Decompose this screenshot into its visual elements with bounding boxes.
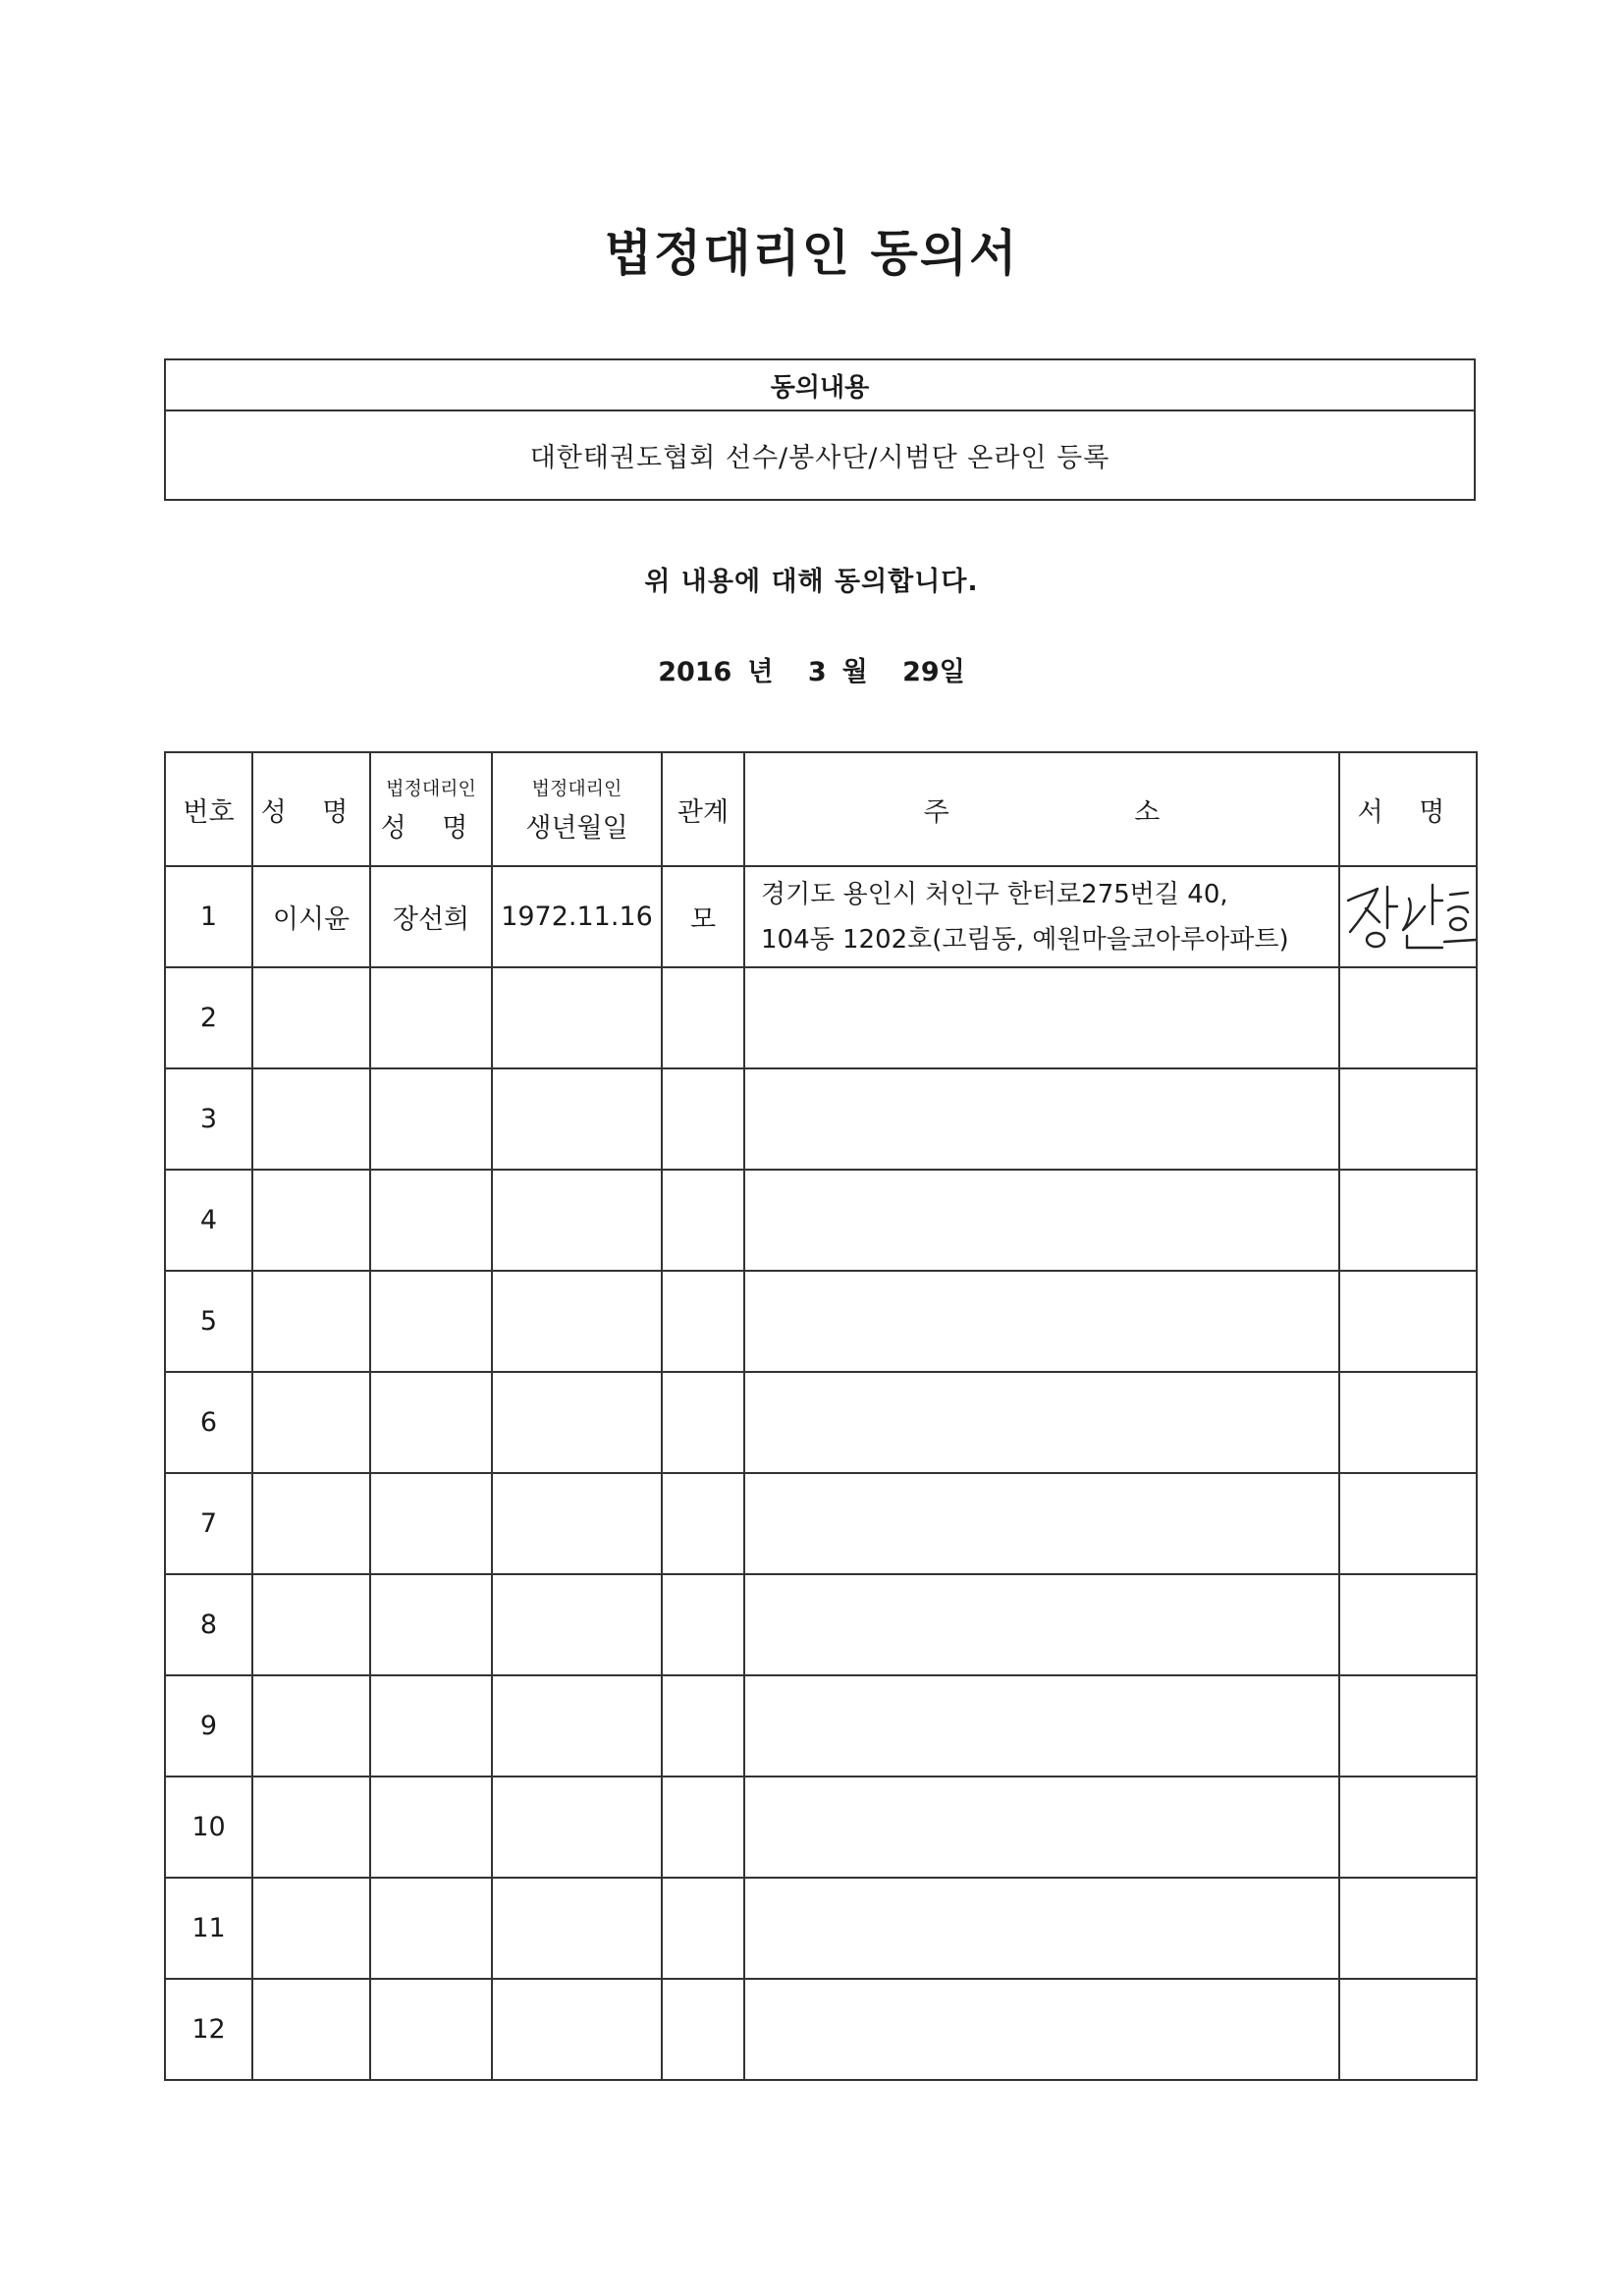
empty-cell — [492, 967, 662, 1068]
row-number: 4 — [165, 1170, 252, 1271]
empty-cell — [744, 1979, 1339, 2080]
row-number: 7 — [165, 1473, 252, 1574]
empty-cell — [662, 1271, 744, 1372]
consent-header: 동의내용 — [166, 360, 1474, 411]
date-day: 29일 — [902, 657, 965, 687]
empty-cell — [1339, 1271, 1477, 1372]
header-guardian-birth — [492, 752, 662, 866]
table-row — [165, 1068, 1477, 1170]
guardian-table — [164, 751, 1478, 2081]
row-number: 12 — [165, 1979, 252, 2080]
row-signature — [1339, 866, 1477, 967]
row-name: 이시윤 — [252, 866, 370, 967]
agree-statement: 위 내용에 대해 동의합니다. — [644, 567, 979, 597]
header-relation: 관계 — [662, 752, 744, 866]
header-guardian-name-bottom: 성 명 — [380, 813, 482, 844]
empty-cell — [252, 1574, 370, 1675]
empty-cell — [370, 1271, 492, 1372]
empty-cell — [252, 1271, 370, 1372]
empty-cell — [1339, 1878, 1477, 1979]
empty-cell — [662, 1574, 744, 1675]
empty-cell — [370, 1777, 492, 1878]
empty-cell — [662, 1675, 744, 1777]
empty-cell — [662, 967, 744, 1068]
row-address-line2: 104동 1202호(고림동, 예원마을코아루아파트) — [761, 924, 1289, 955]
table-row — [165, 1675, 1477, 1777]
empty-cell — [252, 1372, 370, 1473]
empty-cell — [1339, 967, 1477, 1068]
row-guardian-birth: 1972.11.16 — [492, 866, 662, 967]
row-number: 2 — [165, 967, 252, 1068]
empty-cell — [744, 1068, 1339, 1170]
empty-cell — [744, 1777, 1339, 1878]
empty-cell — [1339, 1574, 1477, 1675]
empty-cell — [492, 1979, 662, 2080]
empty-cell — [1339, 1068, 1477, 1170]
empty-cell — [662, 1372, 744, 1473]
empty-cell — [370, 1170, 492, 1271]
empty-cell — [662, 1878, 744, 1979]
empty-cell — [370, 1979, 492, 2080]
empty-cell — [492, 1473, 662, 1574]
row-number: 5 — [165, 1271, 252, 1372]
empty-cell — [492, 1878, 662, 1979]
row-number: 1 — [165, 866, 252, 967]
empty-cell — [744, 1574, 1339, 1675]
empty-cell — [252, 1878, 370, 1979]
empty-cell — [662, 1777, 744, 1878]
date-line — [0, 650, 1623, 688]
header-guardian-birth-top: 법정대리인 — [531, 778, 622, 799]
empty-cell — [662, 1979, 744, 2080]
table-row — [165, 1574, 1477, 1675]
header-guardian-name — [370, 752, 492, 866]
empty-cell — [1339, 1675, 1477, 1777]
empty-cell — [662, 1473, 744, 1574]
empty-cell — [252, 967, 370, 1068]
table-header-row — [165, 752, 1477, 866]
empty-cell — [1339, 1170, 1477, 1271]
empty-cell — [744, 967, 1339, 1068]
row-number: 10 — [165, 1777, 252, 1878]
row-number: 3 — [165, 1068, 252, 1170]
empty-cell — [744, 1271, 1339, 1372]
header-guardian-name-top: 법정대리인 — [386, 778, 476, 799]
date-month: 3 — [807, 657, 827, 687]
empty-cell — [1339, 1777, 1477, 1878]
empty-cell — [1339, 1372, 1477, 1473]
empty-cell — [492, 1372, 662, 1473]
table-row — [165, 1979, 1477, 2080]
empty-cell — [370, 1574, 492, 1675]
empty-cell — [252, 1777, 370, 1878]
row-relation: 모 — [662, 866, 744, 967]
table-row — [165, 967, 1477, 1068]
empty-cell — [744, 1675, 1339, 1777]
header-signature: 서 명 — [1339, 752, 1477, 866]
empty-cell — [492, 1068, 662, 1170]
empty-cell — [492, 1675, 662, 1777]
header-number: 번호 — [165, 752, 252, 866]
empty-cell — [252, 1068, 370, 1170]
row-number: 6 — [165, 1372, 252, 1473]
empty-cell — [252, 1675, 370, 1777]
date-year-unit: 년 — [747, 657, 774, 687]
empty-cell — [744, 1878, 1339, 1979]
date-year: 2016 — [658, 657, 732, 687]
empty-cell — [370, 1372, 492, 1473]
page-title: 법정대리인 동의서 — [604, 225, 1019, 282]
date-month-unit: 월 — [841, 657, 868, 687]
empty-cell — [662, 1170, 744, 1271]
row-number: 8 — [165, 1574, 252, 1675]
table-row — [165, 1271, 1477, 1372]
table-row — [165, 1777, 1477, 1878]
header-name: 성 명 — [252, 752, 370, 866]
empty-cell — [662, 1068, 744, 1170]
row-guardian-name: 장선희 — [370, 866, 492, 967]
row-number: 9 — [165, 1675, 252, 1777]
consent-body: 대한태권도협회 선수/봉사단/시범단 온라인 등록 — [529, 443, 1110, 473]
empty-cell — [492, 1271, 662, 1372]
table-row — [165, 1473, 1477, 1574]
empty-cell — [1339, 1473, 1477, 1574]
empty-cell — [492, 1574, 662, 1675]
header-address: 주 소 — [744, 752, 1339, 866]
empty-cell — [744, 1473, 1339, 1574]
empty-cell — [370, 1473, 492, 1574]
empty-cell — [492, 1777, 662, 1878]
empty-cell — [252, 1170, 370, 1271]
empty-cell — [492, 1170, 662, 1271]
row-address — [744, 866, 1339, 967]
empty-cell — [252, 1473, 370, 1574]
empty-cell — [370, 1878, 492, 1979]
empty-cell — [252, 1979, 370, 2080]
handwritten-signature — [1340, 867, 1477, 966]
consent-box — [164, 358, 1476, 501]
empty-cell — [744, 1372, 1339, 1473]
table-row — [165, 866, 1477, 967]
empty-cell — [370, 967, 492, 1068]
table-row — [165, 1170, 1477, 1271]
empty-cell — [370, 1068, 492, 1170]
empty-cell — [1339, 1979, 1477, 2080]
row-address-line1: 경기도 용인시 처인구 한터로275번길 40, — [761, 879, 1228, 909]
header-guardian-birth-bottom: 생년월일 — [525, 813, 628, 844]
table-row — [165, 1878, 1477, 1979]
empty-cell — [370, 1675, 492, 1777]
empty-cell — [744, 1170, 1339, 1271]
row-number: 11 — [165, 1878, 252, 1979]
table-row — [165, 1372, 1477, 1473]
